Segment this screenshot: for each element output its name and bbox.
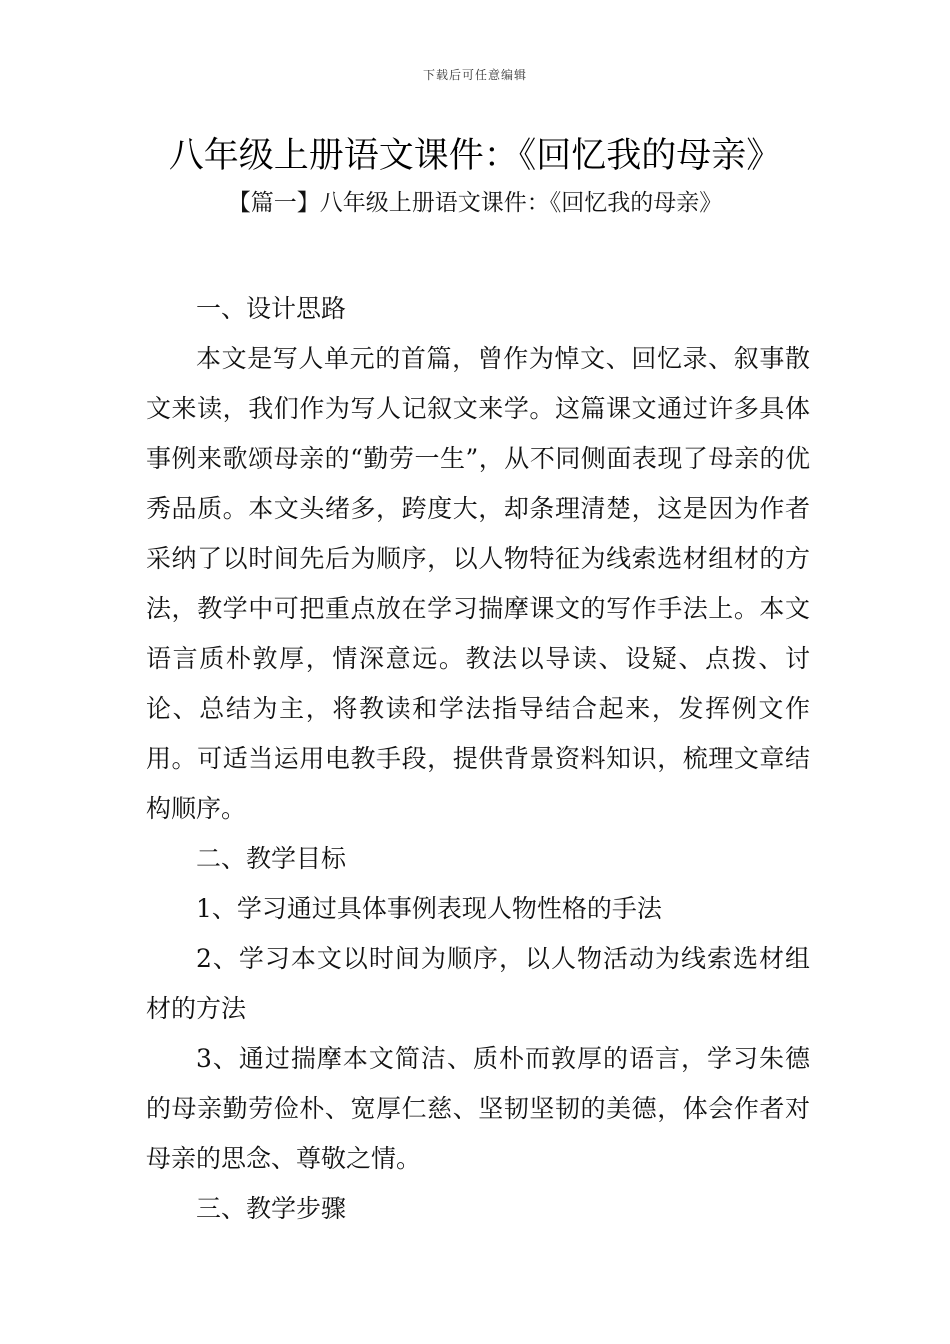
section-heading-design: 一、设计思路 [196, 294, 347, 323]
header-note: 下载后可任意编辑 [422, 68, 527, 82]
objective-item-1: 1、学习通过具体事例表现人物性格的手法 [196, 894, 662, 923]
section-heading-steps: 三、教学步骤 [196, 1194, 347, 1223]
objective-item-2: 2、学习本文以时间为顺序，以人物活动为线索选材组材的方法 [146, 944, 810, 1023]
document-subtitle: 【篇一】八年级上册语文课件：《回忆我的母亲》 [227, 190, 723, 216]
objective-item-3: 3、通过揣摩本文简洁、质朴而敦厚的语言，学习朱德的母亲勤劳俭朴、宽厚仁慈、坚韧坚韧的美德，体会作者对母亲的思念、尊敬之情。 [146, 1044, 810, 1173]
document-title: 八年级上册语文课件：《回忆我的母亲》 [168, 136, 782, 176]
paragraph-design-rationale: 本文是写人单元的首篇，曾作为悼文、回忆录、叙事散文来读，我们作为写人记叙文来学。这篇课文通过许多具体事例来歌颂母亲的“勤劳一生”，从不同侧面表现了母亲的优秀品质。本文头绪多，跨度大，却条理清楚，这是因为作者采纳了以时间先后为顺序，以人物特征为线索选材组材的方法，教学中可把重点放在学习揣摩课文的写作手法上。本文语言质朴敦厚，情深意远。教法以导读、设疑、点拨、讨论、总结为主，将教读和学法指导结合起来，发挥例文作用。可适当运用电教手段，提供背景资料知识，梳理文章结构顺序。 [146, 344, 810, 823]
document-body [146, 284, 810, 1234]
section-heading-objectives: 二、教学目标 [196, 844, 347, 873]
